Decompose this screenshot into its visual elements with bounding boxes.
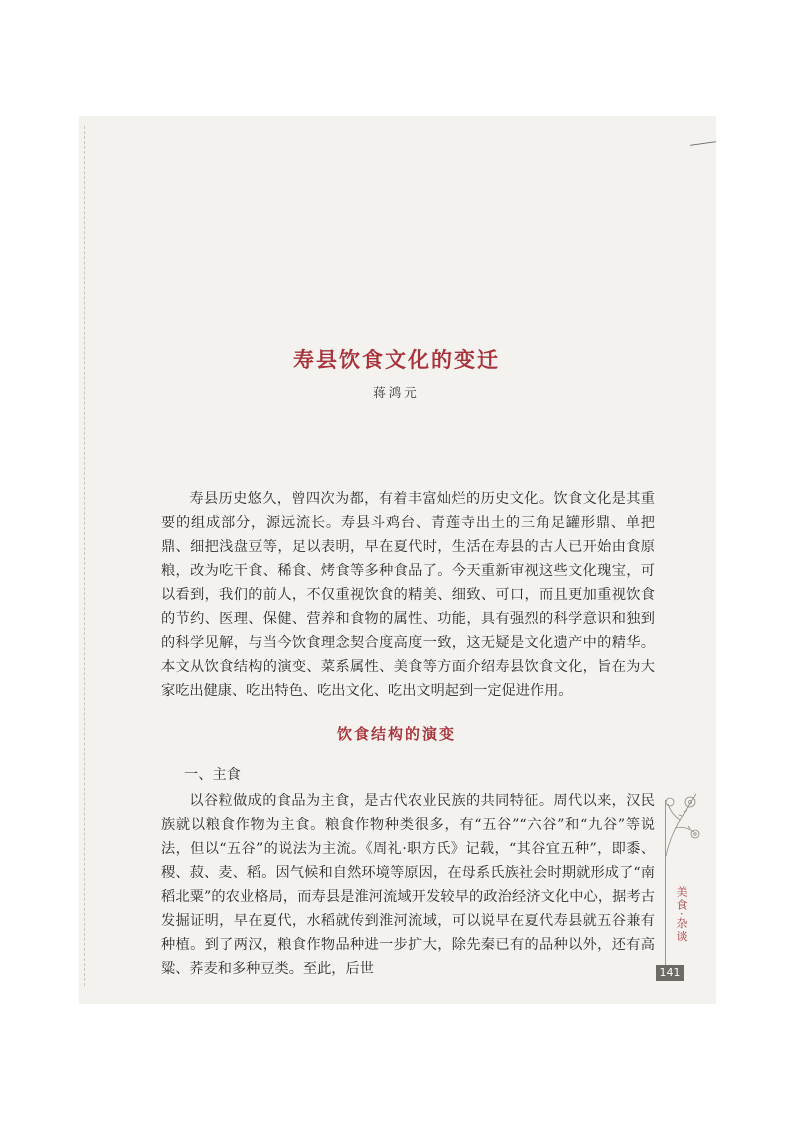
article-author: 蒋鸿元 [373, 385, 420, 400]
binding-line [84, 126, 85, 986]
subsection-heading: 一、主食 [184, 767, 241, 783]
section-heading: 饮食结构的演变 [336, 725, 456, 743]
column-label: 美食·杂谈 [675, 886, 688, 944]
body-paragraph: 以谷粒做成的食品为主食，是古代农业民族的共同特征。周代以来，汉民族就以粮食作物为主食。粮食作物种类很多，有“五谷”“六谷”和“九谷”等说法，但以“五谷”的说法为主流。《周礼·职方氏》记载，“其谷宜五种”，即黍、稷、菽、麦、稻。因气候和自然环境等原因，在母系氏族社会时期就形成了“南稻北粟”的农业格局，而寿县是淮河流域开发较早的政治经济文化中心，据考古发掘证明，早在夏代，水稻就传到淮河流域，可以说早在夏代寿县就五谷兼有种植。到了两汉，粮食作物品种进一步扩大，除先秦已有的品种以外，还有高粱、荞麦和多种豆类。至此，后世 [161, 793, 655, 977]
plum-blossom-icon [662, 788, 702, 858]
page-number: 141 [656, 965, 684, 981]
intro-paragraph: 寿县历史悠久，曾四次为都，有着丰富灿烂的历史文化。饮食文化是其重要的组成部分，源远流长。寿县斗鸡台、青莲寺出土的三角足罐形鼎、单把鼎、细把浅盘豆等，足以表明，早在夏代时，生活在寿县的古人已开始由食原粮，改为吃干食、稀食、烤食等多种食品了。今天重新审视这些文化瑰宝，可以看到，我们的前人，不仅重视饮食的精美、细致、可口，而且更加重视饮食的节约、医理、保健、营养和食物的属性、功能，具有强烈的科学意识和独到的科学见解，与当今饮食理念契合度高度一致，这无疑是文化遗产中的精华。本文从饮食结构的演变、菜系属性、美食等方面介绍寿县饮食文化，旨在为大家吃出健康、吃出特色、吃出文化、吃出文明起到一定促进作用。 [161, 491, 655, 699]
article-title: 寿县饮食文化的变迁 [293, 347, 500, 372]
